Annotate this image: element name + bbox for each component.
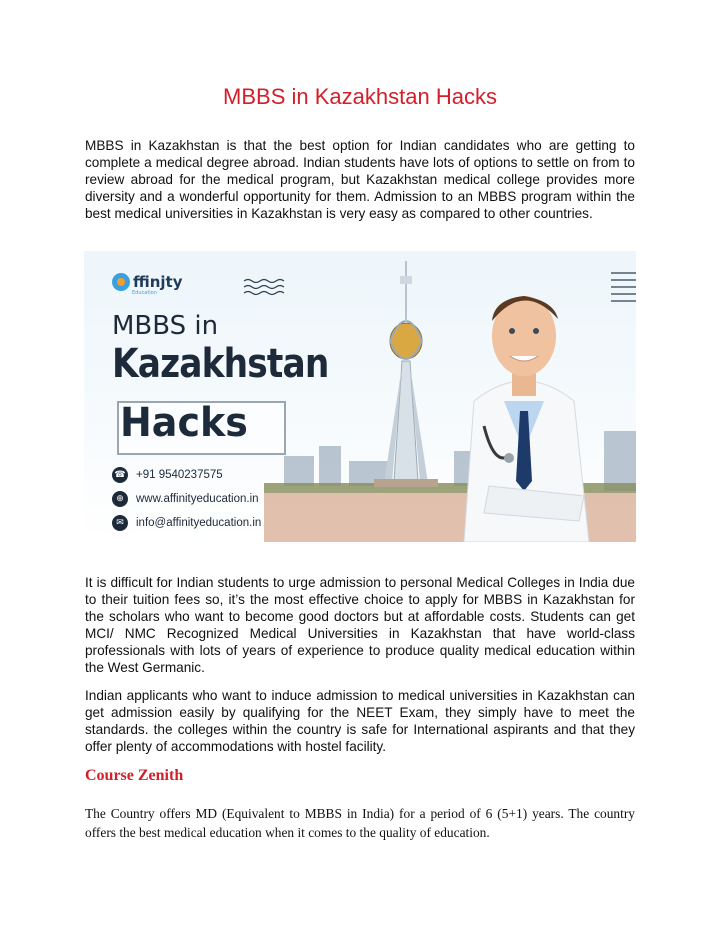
second-paragraph: It is difficult for Indian students to urge admission to personal Medical Colleges in India due to their tuition fees so, it’s the most effective choice to apply for MBBS in Kazakhstan for the scholars who want to become good doctors but at affordable costs. Students can get MCI/ NMC Recognized Medical Universities in Kazakhstan that have world-class professionals with lots of years of experience to produce quality medical education within the West Germanic. (85, 575, 635, 675)
city-skyline (284, 431, 636, 491)
globe-icon: ⊕ (112, 491, 128, 507)
intro-paragraph: MBBS in Kazakhstan is that the best option for Indian candidates who are getting to complete a medical degree abroad. Indian students have lots of options to settle on from to review abroad for the medical program, but Kazakhstan medical college provides more diversity and a wonderful opportunity for them. Admission to an MBBS program within the best medical universities in Kazakhstan is very easy as compared to other countries. (85, 138, 635, 221)
page-title: MBBS in Kazakhstan Hacks (223, 84, 497, 109)
banner-line-hacks: Hacks (120, 400, 248, 446)
mail-icon: ✉ (112, 515, 128, 531)
phone-text: +91 9540237575 (136, 469, 223, 481)
section-body: The Country offers MD (Equivalent to MBBS in India) for a period of 6 (5+1) years. The country offers the best medical education when it comes to the quality of education. (85, 806, 635, 840)
email-text: info@affinityeducation.in (136, 517, 262, 529)
wave-decoration (244, 280, 284, 295)
banner-phone (112, 467, 223, 483)
affinity-logo (112, 273, 183, 291)
phone-icon: ☎ (112, 467, 128, 483)
bayterek-tower (374, 261, 438, 487)
banner-line-kazakhstan: Kazakhstan (112, 341, 329, 387)
logo-tagline: Education (132, 290, 157, 296)
logo-wordmark: ffinjty (133, 273, 183, 291)
third-paragraph: Indian applicants who want to induce admission to medical universities in Kazakhstan can get admission easily by qualifying for the NEET Exam, they simply have to meet the standards. the colleges within the country is safe for International aspirants and that they offer plenty of accommodations with hostel facility. (85, 688, 635, 754)
website-text: www.affinityeducation.in (136, 493, 259, 505)
banner-line-mbbs-in: MBBS in (112, 311, 219, 341)
logo-mark-icon (112, 273, 130, 291)
banner-website (112, 491, 259, 507)
doctor-photo (464, 296, 589, 542)
section-heading: Course Zenith (85, 767, 184, 784)
banner-email (112, 515, 261, 531)
lines-decoration (611, 273, 636, 301)
promo-banner-image (84, 251, 636, 542)
